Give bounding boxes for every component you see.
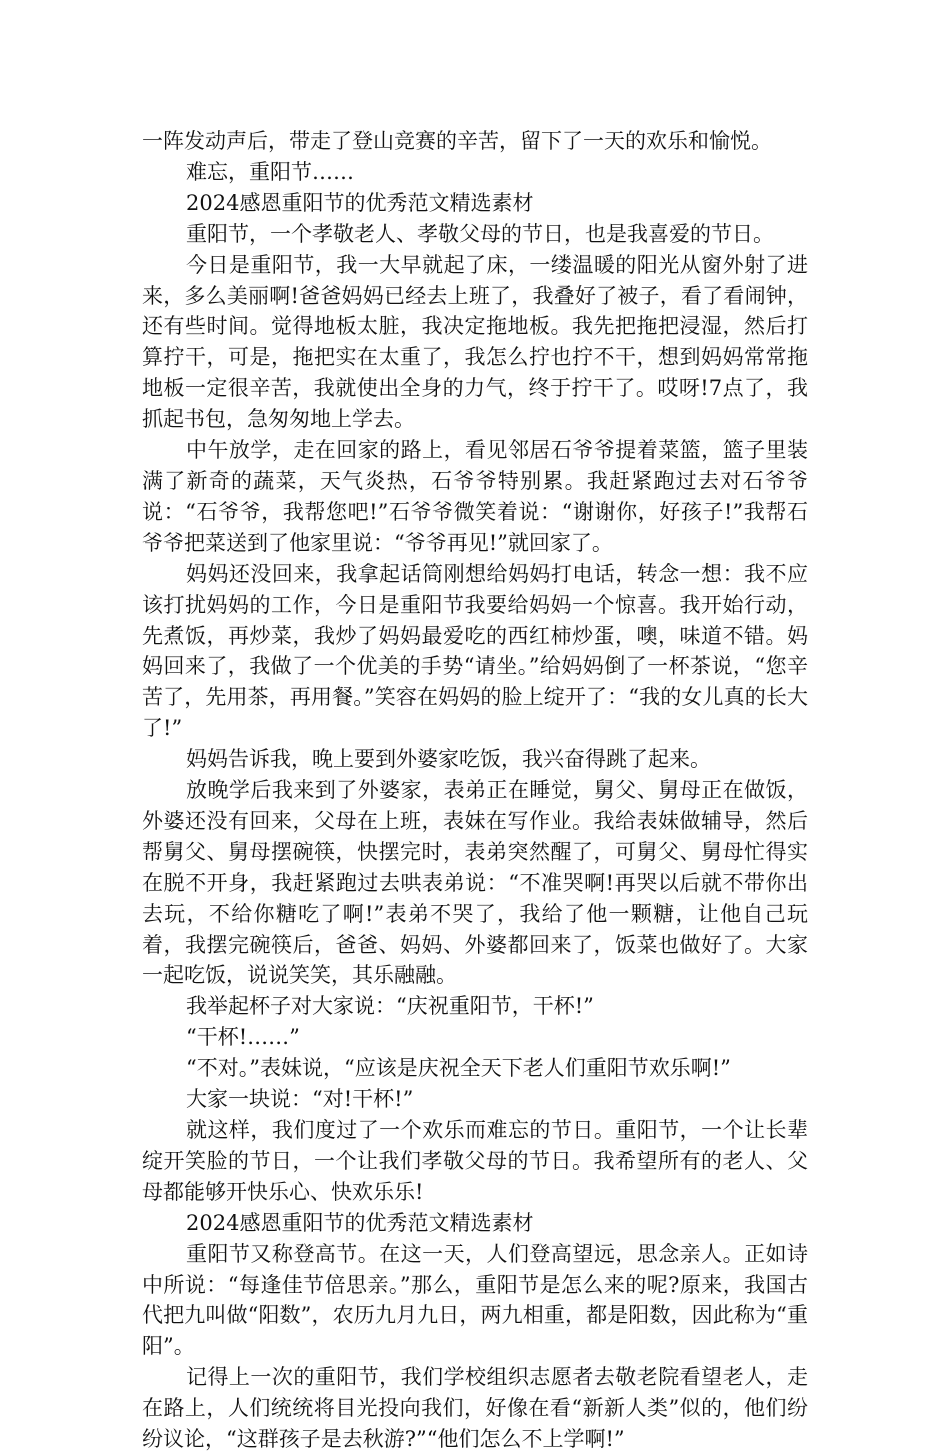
paragraph: 重阳节，一个孝敬老人、孝敬父母的节日，也是我喜爱的节日。 <box>186 221 774 246</box>
section-heading: 2024感恩重阳节的优秀范文精选素材 <box>186 1210 534 1235</box>
paragraph: 难忘，重阳节…… <box>186 159 354 184</box>
paragraph: 记得上一次的重阳节，我们学校组织志愿者去敬老院看望老人，走在路上，人们统统将目光投向我们，好像在看“新新人类”似的，他们纷纷议论，“这群孩子是去秋游?”“他们怎么不上学啊!” <box>142 1365 808 1452</box>
paragraph: “干杯!……” <box>186 1025 300 1050</box>
paragraph: 重阳节又称登高节。在这一天，人们登高望远，思念亲人。正如诗中所说：“每逢佳节倍思亲。”那么，重阳节是怎么来的呢?原来，我国古代把九叫做“阳数”，农历九月九日，两九相重，都是阳数，因此称为“重阳”。 <box>142 1241 808 1359</box>
paragraph: “不对。”表妹说，“应该是庆祝全天下老人们重阳节欢乐啊!” <box>186 1056 731 1081</box>
paragraph: 今日是重阳节，我一大早就起了床，一缕温暖的阳光从窗外射了进来，多么美丽啊!爸爸妈妈已经去上班了，我叠好了被子，看了看闹钟，还有些时间。觉得地板太脏，我决定拖地板。我先把拖把浸湿，然后打算拧干，可是，拖把实在太重了，我怎么拧也拧不干，想到妈妈常常拖地板一定很辛苦，我就使出全身的力气，终于拧干了。哎呀!7点了，我抓起书包，急匆匆地上学去。 <box>142 252 808 432</box>
paragraph: 就这样，我们度过了一个欢乐而难忘的节日。重阳节，一个让长辈绽开笑脸的节日，一个让我们孝敬父母的节日。我希望所有的老人、父母都能够开快乐心、快欢乐乐! <box>142 1118 808 1204</box>
paragraph: 放晚学后我来到了外婆家，表弟正在睡觉，舅父、舅母正在做饭，外婆还没有回来，父母在上班，表妹在写作业。我给表妹做辅导，然后帮舅父、舅母摆碗筷，快摆完时，表弟突然醒了，可舅父、舅母忙得实在脱不开身，我赶紧跑过去哄表弟说：“不准哭啊!再哭以后就不带你出去玩，不给你糖吃了啊!”表弟不哭了，我给了他一颗糖，让他自己玩着，我摆完碗筷后，爸爸、妈妈、外婆都回来了，饭菜也做好了。大家一起吃饭，说说笑笑，其乐融融。 <box>142 778 808 988</box>
document-page <box>142 126 808 1455</box>
paragraph: 大家一块说：“对!干杯!” <box>186 1087 414 1112</box>
paragraph: 我举起杯子对大家说：“庆祝重阳节，干杯!” <box>186 994 594 1019</box>
section-heading: 2024感恩重阳节的优秀范文精选素材 <box>186 190 534 215</box>
paragraph: 中午放学，走在回家的路上，看见邻居石爷爷提着菜篮，篮子里装满了新奇的蔬菜，天气炎热，石爷爷特别累。我赶紧跑过去对石爷爷说：“石爷爷，我帮您吧!”石爷爷微笑着说：“谢谢你，好孩子!”我帮石爷爷把菜送到了他家里说：“爷爷再见!”就回家了。 <box>142 438 808 555</box>
paragraph: 妈妈还没回来，我拿起话筒刚想给妈妈打电话，转念一想：我不应该打扰妈妈的工作，今日是重阳节我要给妈妈一个惊喜。我开始行动，先煮饭，再炒菜，我炒了妈妈最爱吃的西红柿炒蛋，噢，味道不错。妈妈回来了，我做了一个优美的手势“请坐。”给妈妈倒了一杯茶说，“您辛苦了，先用茶，再用餐。”笑容在妈妈的脸上绽开了：“我的女儿真的长大了!” <box>142 561 808 741</box>
paragraph: 一阵发动声后，带走了登山竞赛的辛苦，留下了一天的欢乐和愉悦。 <box>142 129 772 153</box>
paragraph: 妈妈告诉我，晚上要到外婆家吃饭，我兴奋得跳了起来。 <box>186 747 711 772</box>
